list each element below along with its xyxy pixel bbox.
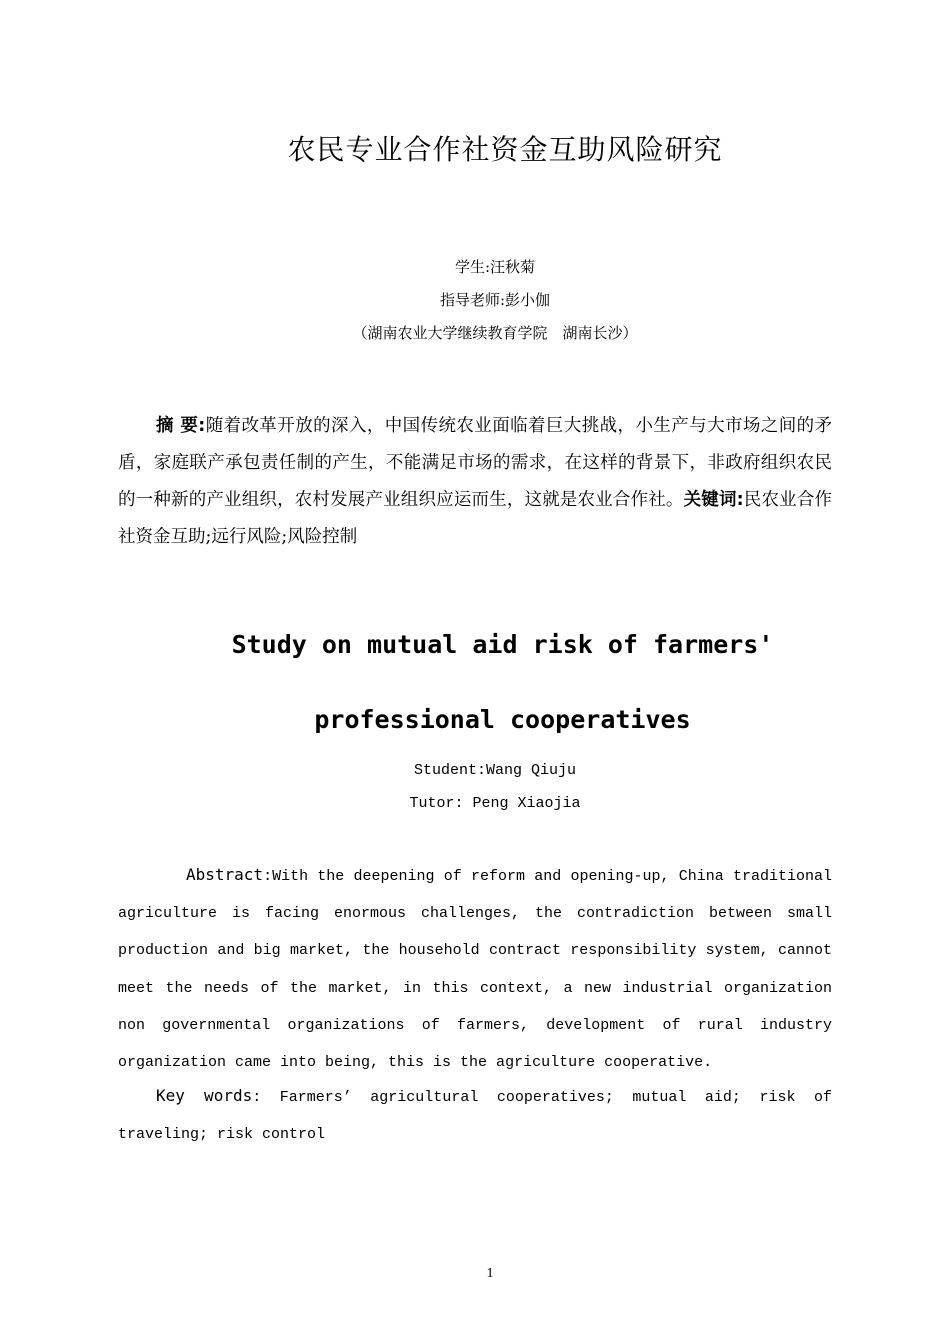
english-abstract-text: :With the deepening of reform and opening-up, China traditional agriculture is facing enormous challenges, the contradiction between small production and big market, the household contract responsibility system, cannot meet the needs of the market, in this context, a new industrial organization non governmental organizations of farmers, development of rural industry organization came into being, this is the agriculture cooperative. bbox=[118, 868, 832, 1072]
english-abstract bbox=[118, 856, 832, 1081]
chinese-affiliation-line: （湖南农业大学继续教育学院 湖南长沙） bbox=[352, 324, 638, 342]
chinese-keywords-label: 关键词: bbox=[683, 490, 744, 510]
english-title-line-2: professional cooperatives bbox=[314, 705, 691, 734]
chinese-student-line: 学生:汪秋菊 bbox=[454, 258, 536, 276]
english-keywords-label: Key words bbox=[156, 1086, 253, 1105]
chinese-abstract-text: 随着改革开放的深入，中国传统农业面临着巨大挑战，小生产与大市场之间的矛盾，家庭联产承包责任制的产生，不能满足市场的需求，在这样的背景下，非政府组织农民的一种新的产业组织，农村发展产业组织应运而生，这就是农业合作社。 bbox=[118, 416, 832, 510]
english-keywords-text: : Farmers’ agricultural cooperatives; mutual aid; risk of traveling; risk control bbox=[118, 1089, 832, 1143]
chinese-tutor-line: 指导老师:彭小伽 bbox=[439, 291, 551, 309]
english-tutor-line: Tutor: Peng Xiaojia bbox=[409, 795, 581, 812]
english-abstract-label: Abstract bbox=[186, 865, 264, 884]
chinese-abstract-label: 摘 要: bbox=[156, 416, 206, 436]
chinese-keywords-text: 民农业合作社资金互助;远行风险;风险控制 bbox=[118, 490, 833, 547]
english-title-line-1: Study on mutual aid risk of farmers' bbox=[231, 630, 774, 659]
english-student-line: Student:Wang Qiuju bbox=[413, 762, 577, 779]
chinese-abstract bbox=[118, 408, 832, 556]
english-keywords bbox=[118, 1077, 832, 1153]
chinese-title: 农民专业合作社资金互助风险研究 bbox=[287, 133, 723, 166]
page-number: 1 bbox=[486, 1266, 494, 1281]
